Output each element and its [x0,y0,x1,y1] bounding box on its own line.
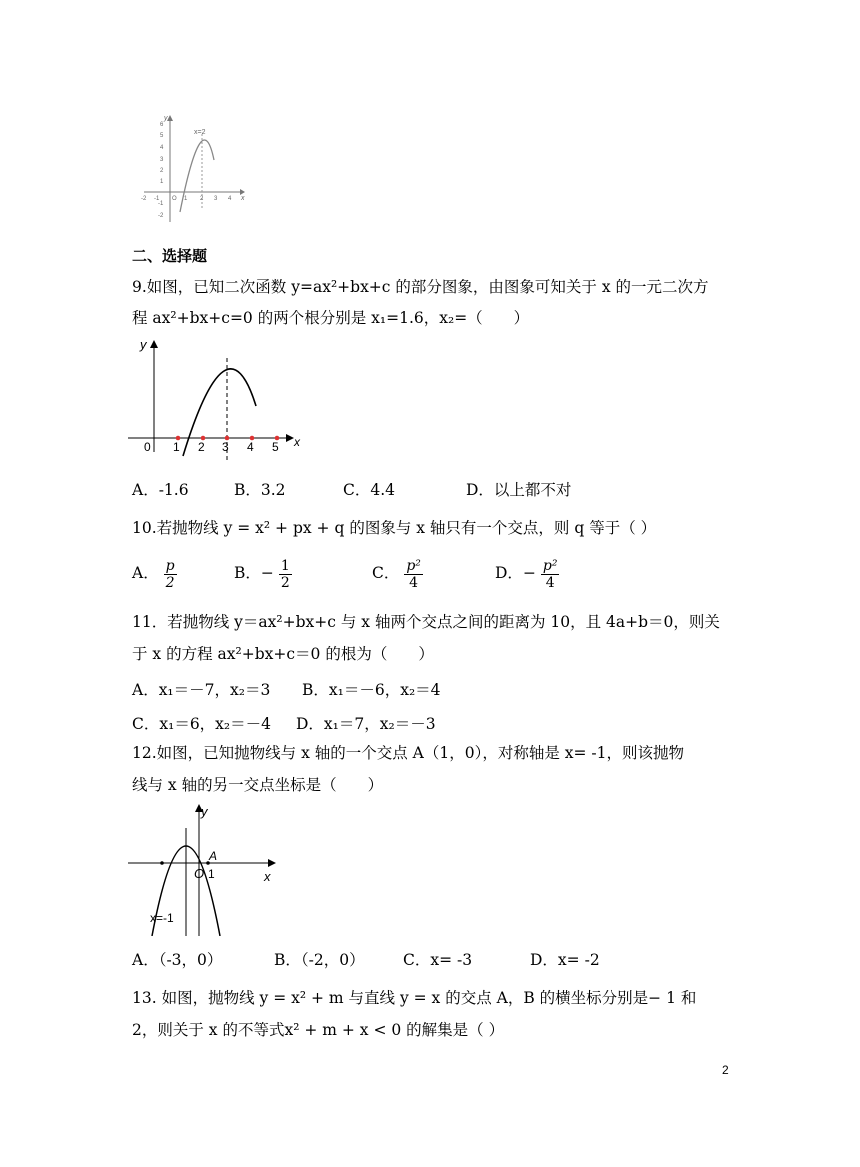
q12-option-d[interactable]: D．x= -2 [530,951,600,969]
fig1-y-tick: 6 [160,122,164,128]
q11-option-a[interactable]: A．x₁＝－7，x₂＝3 [132,681,271,699]
fig1-y-tick: 3 [160,157,164,163]
option-label: B． [234,564,261,582]
q12-stem-line2: 线与 x 轴的另一交点坐标是（ ） [132,776,384,794]
option-sign: − [260,564,274,582]
q11-option-b[interactable]: B．x₁＝－6，x₂＝4 [302,681,441,699]
fig1-x-tick: 3 [214,196,218,202]
fraction-numerator: 1 [280,557,290,574]
fig1-x-tick: -1 [154,196,160,202]
fig1-x-tick: -2 [141,196,147,202]
q13-stem-line1: 13. 如图，抛物线 y = x² + m 与直线 y = x 的交点 A，B 的横坐标分别是− 1 和 [132,989,697,1007]
q12-stem-line1: 12.如图，已知抛物线与 x 轴的一个交点 A（1，0），对称轴是 x= -1，则该抛物 [132,744,685,762]
option-label: A． [132,564,159,582]
fig1-x-tick: 1 [184,196,188,202]
fraction-denominator: 4 [545,574,555,591]
fig1-y-tick: 1 [160,179,164,185]
q10-option-b[interactable] [234,553,292,593]
q9-x-tick: 2 [198,440,205,454]
fig1-y-tick: 5 [160,133,164,139]
option-label: C． [372,564,400,582]
q9-x-label: x [294,435,300,449]
q12-option-b[interactable]: B．（-2，0） [274,951,365,969]
q9-option-d[interactable]: D．以上都不对 [466,481,572,499]
fig1-x-tick: 2 [200,196,204,202]
q11-option-d[interactable]: D．x₁＝7，x₂＝－3 [296,715,436,733]
fig1-y-label: y [164,115,168,122]
q10-option-a[interactable] [132,553,177,593]
option-label: D． [495,564,523,582]
q12-tick-label: 1 [208,867,215,881]
fig1-x-label: x [241,195,245,202]
q11-stem-line2: 于 x 的方程 ax²+bx+c＝0 的根为（ ） [132,645,434,663]
page-number: 2 [722,1063,729,1077]
q10-stem: 10.若抛物线 y = x² + px + q 的图象与 x 轴只有一个交点，则 q 等于（ ） [132,519,657,537]
q12-origin-label: O [194,866,205,881]
q9-y-label: y [140,337,147,352]
fraction [164,558,177,591]
fraction [279,558,292,591]
q9-x-tick: 1 [173,440,180,454]
q9-option-c[interactable]: C．4.4 [343,481,396,499]
q10-option-c[interactable] [372,553,423,593]
q10-option-d[interactable] [495,553,559,593]
option-sign: − [522,564,536,582]
section-heading: 二、选择题 [132,247,208,265]
q9-option-a[interactable]: A．-1.6 [132,481,189,499]
fraction-denominator: 2 [280,574,290,591]
q12-x-label: x [264,869,271,884]
fraction [541,558,560,591]
q11-option-c[interactable]: C．x₁＝6，x₂＝－4 [132,715,271,733]
q9-x-tick: 5 [272,440,279,454]
q12-y-label: y [201,804,208,819]
fig1-y-tick: -2 [158,213,164,219]
fig1-x-tick: O [172,196,177,202]
q9-origin-label: 0 [144,440,151,454]
fig1-y-tick: 4 [160,145,164,151]
q9-graph [126,334,306,462]
fig1-y-tick: 2 [160,168,164,174]
q11-stem-line1: 11．若抛物线 y＝ax²+bx+c 与 x 轴两个交点之间的距离为 10，且 4a+b＝0，则关 [132,613,720,631]
fraction [404,558,423,591]
q12-option-a[interactable]: A．（-3，0） [132,951,223,969]
fig1-y-tick: -1 [158,201,164,207]
q12-graph [124,800,284,936]
fraction-numerator: p [165,557,175,574]
fig1-x-tick: 4 [228,196,232,202]
q9-x-tick: 3 [222,440,229,454]
figure-1-graph [138,112,248,230]
q9-option-b[interactable]: B．3.2 [234,481,286,499]
q9-stem-line1: 9.如图，已知二次函数 y=ax²+bx+c 的部分图象，由图象可知关于 x 的一元二次方 [132,278,709,296]
q13-stem-line2: 2，则关于 x 的不等式x² + m + x < 0 的解集是（ ） [132,1021,505,1039]
q12-option-c[interactable]: C．x= -3 [403,951,473,969]
fig1-axis-label: x=2 [194,129,206,136]
q9-stem-line2: 程 ax²+bx+c=0 的两个根分别是 x₁=1.6，x₂=（ ） [132,309,530,327]
fraction-denominator: 2 [165,574,175,591]
fraction-denominator: 4 [409,574,419,591]
q12-point-a-label: A [209,849,218,863]
q12-axis-label: x=-1 [150,911,174,925]
fraction-numerator: p² [542,557,558,574]
fraction-numerator: p² [406,557,421,574]
q9-x-tick: 4 [247,440,254,454]
